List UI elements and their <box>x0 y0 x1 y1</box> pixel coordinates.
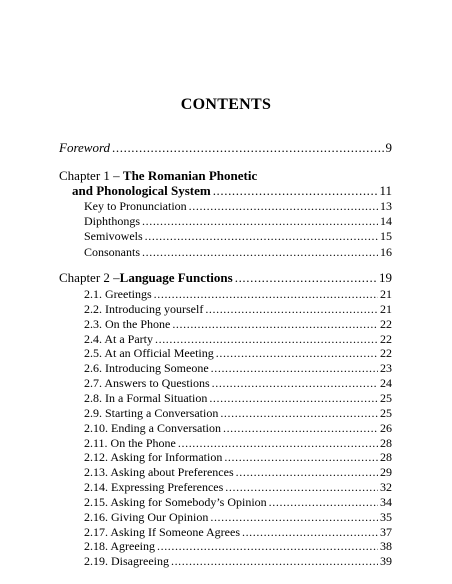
leader-dots <box>142 245 378 259</box>
toc-entry-page: 9 <box>385 140 392 155</box>
toc-subentry-label: 2.6. Introducing Someone <box>84 361 209 376</box>
leader-dots <box>205 302 378 316</box>
leader-dots <box>145 229 378 243</box>
toc-subentry-label: 2.18. Agreeing <box>84 539 155 554</box>
toc-subentry-page: 28 <box>380 450 392 465</box>
leader-dots <box>224 450 378 464</box>
toc-subentry <box>84 346 392 360</box>
chapter-1-prefix: Chapter 1 – <box>59 168 123 183</box>
leader-dots <box>155 332 378 346</box>
toc-subentry-page: 21 <box>380 287 392 301</box>
chapter-2-title: Language Functions <box>119 270 233 285</box>
toc-subentry <box>84 245 392 259</box>
toc-subentry <box>84 332 392 346</box>
leader-dots <box>211 361 378 375</box>
toc-subentry <box>84 539 392 553</box>
toc-subentry <box>84 525 392 539</box>
toc-subentry <box>84 465 392 479</box>
leader-dots <box>225 480 378 494</box>
toc-subentry <box>84 450 392 464</box>
toc-subentry-page: 29 <box>380 465 392 480</box>
leader-dots <box>220 406 378 420</box>
toc-subentry <box>84 554 392 568</box>
chapter-1-title-part-1: The Romanian Phonetic <box>122 168 258 183</box>
chapter-1-title-part-2: and Phonological System <box>72 183 211 198</box>
leader-dots <box>236 465 378 479</box>
toc-subentry-page: 22 <box>380 316 392 331</box>
toc-subentry-page: 26 <box>380 420 392 435</box>
toc-subentry <box>84 214 392 228</box>
toc-subentry <box>84 376 392 390</box>
toc-subentry <box>84 391 392 405</box>
toc-subentry-page: 23 <box>380 361 392 376</box>
toc-subentry-label: Semivowels <box>84 229 143 244</box>
page-title: CONTENTS <box>180 96 272 113</box>
toc-subentry-label: 2.13. Asking about Preferences <box>84 465 234 480</box>
leader-dots <box>142 214 378 228</box>
toc-subentry-label: 2.5. At an Official Meeting <box>84 346 214 361</box>
toc-entry-label: Foreword <box>59 140 111 155</box>
chapter-2-prefix: Chapter 2 – <box>59 270 120 285</box>
toc-entry-foreword <box>59 140 392 155</box>
toc-subentry-page: 37 <box>380 524 392 539</box>
toc-subentry-label: 2.11. On the Phone <box>84 435 176 450</box>
toc-entry-page: 11 <box>379 183 392 198</box>
toc-subentry-page: 21 <box>380 301 392 316</box>
toc-subentry <box>84 510 392 524</box>
toc-subentry <box>84 495 392 509</box>
toc-subentry <box>84 199 392 213</box>
toc-subentry-label: 2.7. Answers to Questions <box>84 376 210 391</box>
toc-subentry <box>84 480 392 494</box>
toc-subentry-page: 22 <box>380 331 392 346</box>
leader-dots <box>209 391 378 405</box>
leader-dots <box>112 140 383 155</box>
toc-entry-chapter-1 <box>72 183 392 198</box>
leader-dots <box>157 539 378 553</box>
toc-subentry <box>84 317 392 331</box>
toc-subentry <box>84 361 392 375</box>
leader-dots <box>189 199 378 213</box>
toc-subentry-page: 38 <box>380 539 392 554</box>
toc-subentry-page: 25 <box>380 390 392 405</box>
toc-subentry <box>84 229 392 243</box>
toc-subentry-page: 15 <box>380 229 392 244</box>
leader-dots <box>269 495 378 509</box>
toc-subentry <box>84 406 392 420</box>
toc-subentry-page: 13 <box>380 199 392 213</box>
toc-subentry-page: 35 <box>380 509 392 524</box>
leader-dots <box>242 525 378 539</box>
toc-subentry-label: Diphthongs <box>84 214 141 229</box>
toc-subentry-label: 2.17. Asking If Someone Agrees <box>84 524 240 539</box>
toc-subentry-label: Key to Pronunciation <box>84 199 187 213</box>
leader-dots <box>154 287 378 301</box>
leader-dots <box>210 510 378 524</box>
toc-subentry-page: 14 <box>380 214 392 229</box>
toc-entry-chapter-2 <box>59 270 392 285</box>
chapter-1-heading-line-1 <box>59 168 257 183</box>
toc-subentry-page: 24 <box>380 376 392 391</box>
toc-subentry-label: 2.8. In a Formal Situation <box>84 390 208 405</box>
toc-subentry-page: 28 <box>380 435 392 450</box>
toc-subentry-label: 2.9. Starting a Conversation <box>84 405 219 420</box>
toc-subentry-page: 39 <box>380 554 392 569</box>
toc-subentry-label: 2.3. On the Phone <box>84 316 171 331</box>
toc-subentry-page: 32 <box>380 480 392 495</box>
toc-subentry-label: 2.1. Greetings <box>84 287 152 301</box>
toc-subentry-label: 2.16. Giving Our Opinion <box>84 509 209 524</box>
toc-subentry <box>84 287 392 301</box>
leader-dots <box>171 554 378 568</box>
leader-dots <box>235 270 377 285</box>
toc-subentry <box>84 302 392 316</box>
leader-dots <box>216 346 378 360</box>
toc-subentry-label: 2.15. Asking for Somebody’s Opinion <box>84 494 267 509</box>
toc-subentry-page: 34 <box>380 494 392 509</box>
leader-dots <box>178 436 378 450</box>
toc-subentry-label: 2.19. Disagreeing <box>84 554 169 569</box>
leader-dots <box>213 183 378 198</box>
toc-subentry-page: 25 <box>380 405 392 420</box>
toc-subentry <box>84 421 392 435</box>
toc-subentry-label: 2.12. Asking for Information <box>84 450 223 465</box>
toc-subentry-page: 16 <box>380 244 392 259</box>
toc-subentry-label: 2.4. At a Party <box>84 331 153 346</box>
toc-subentry-label: 2.10. Ending a Conversation <box>84 420 221 435</box>
toc-subentry-page: 22 <box>380 346 392 361</box>
leader-dots <box>172 317 378 331</box>
toc-subentry <box>84 436 392 450</box>
toc-subentry-label: Consonants <box>84 244 141 259</box>
leader-dots <box>223 421 378 435</box>
toc-entry-page: 19 <box>379 270 392 285</box>
toc-subentry-label: 2.2. Introducing yourself <box>84 301 204 316</box>
toc-subentry-label: 2.14. Expressing Preferences <box>84 480 224 495</box>
leader-dots <box>212 376 378 390</box>
